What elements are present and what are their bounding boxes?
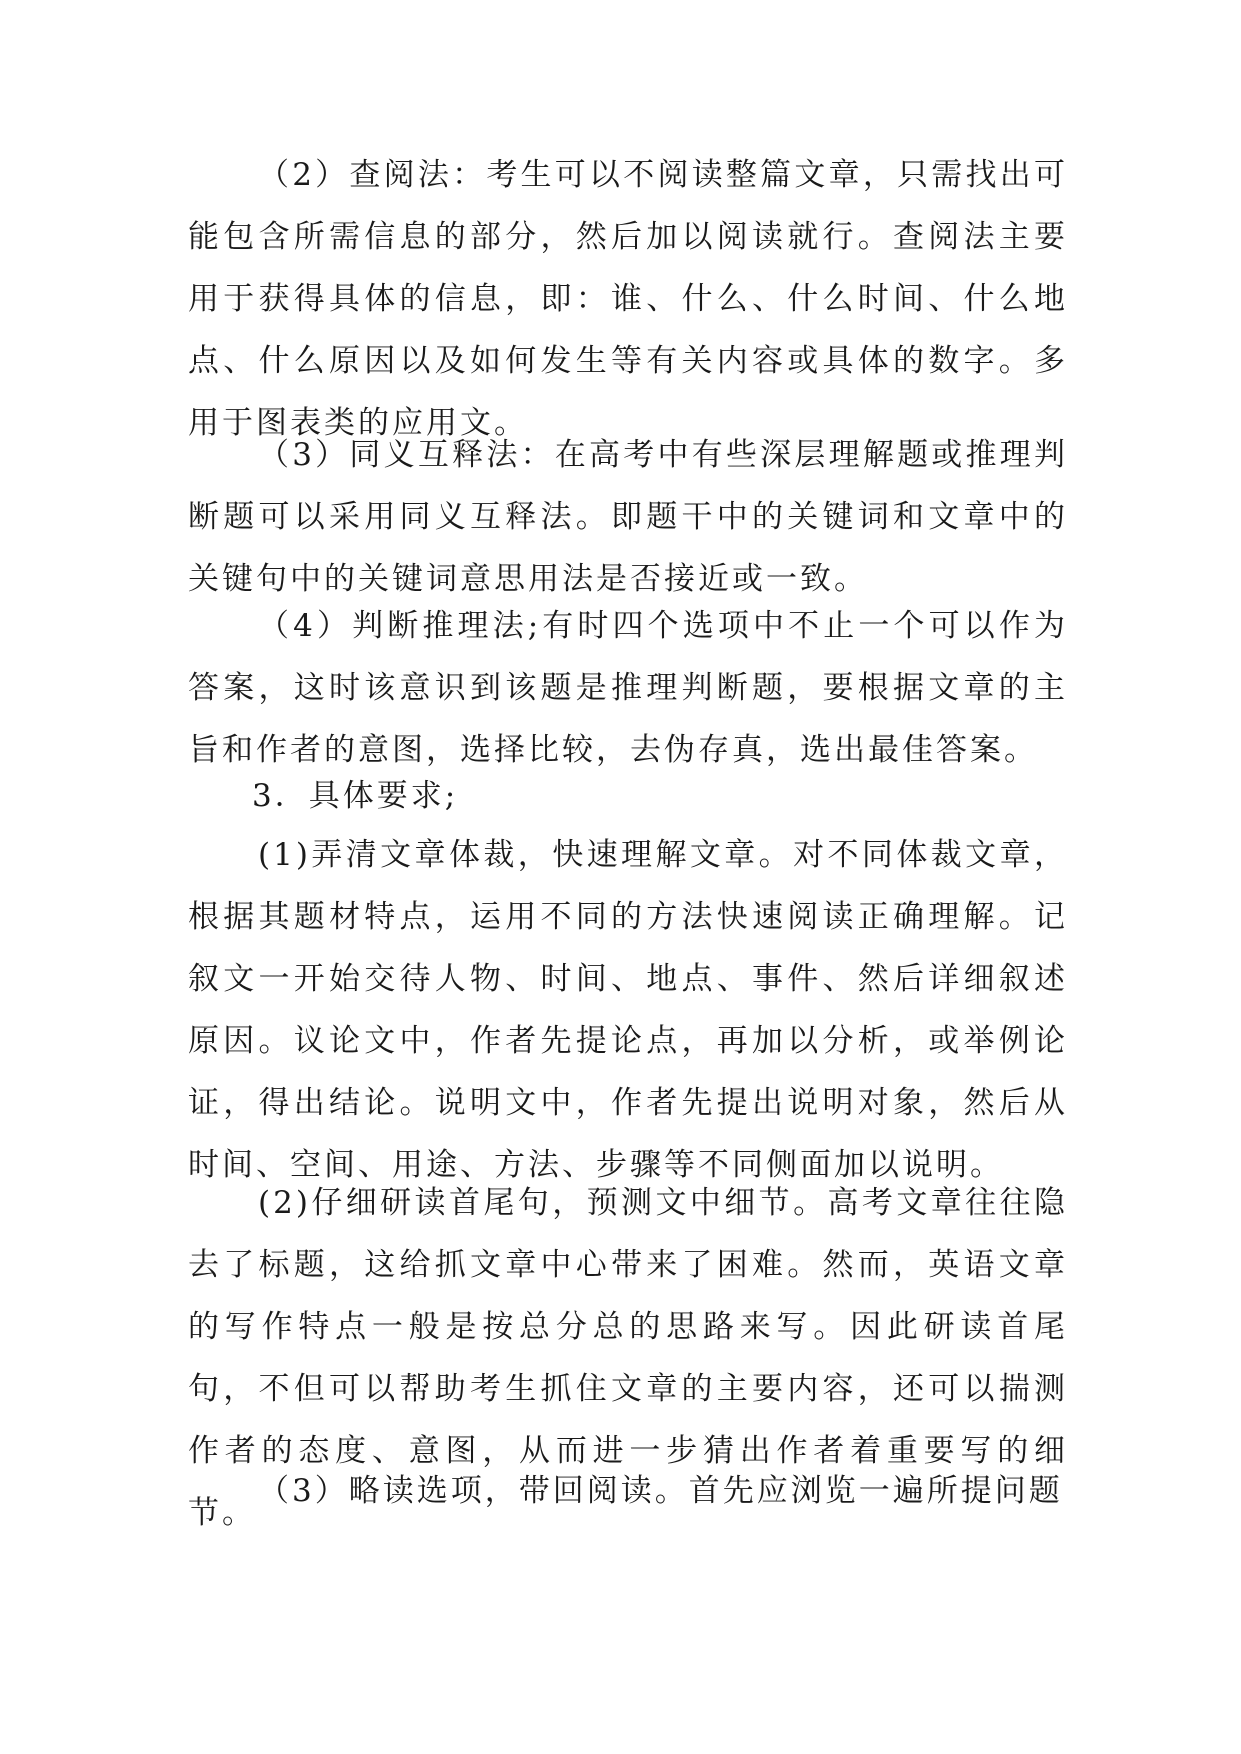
paragraph-requirement-2: (2)仔细研读首尾句，预测文中细节。高考文章往往隐去了标题，这给抓文章中心带来了困难。然而，英语文章的写作特点一般是按总分总的思路来写。因此研读首尾句，不但可以帮助考生抓住文章的主要内容，还可以揣测作者的态度、意图，从而进一步猜出作者着重要写的细节。 [188, 1185, 1068, 1531]
section-heading-requirements: 3．具体要求; [252, 778, 459, 814]
paragraph-synonym-method: （3）同义互释法：在高考中有些深层理解题或推理判断题可以采用同义互释法。即题干中的关键词和文章中的关键句中的关键词意思用法是否接近或一致。 [188, 437, 1068, 597]
paragraph-inference-method: （4）判断推理法;有时四个选项中不止一个可以作为答案，这时该意识到该题是推理判断题，要根据文章的主旨和作者的意图，选择比较，去伪存真，选出最佳答案。 [188, 608, 1068, 768]
paragraph-requirement-1: (1)弄清文章体裁，快速理解文章。对不同体裁文章，根据其题材特点，运用不同的方法快速阅读正确理解。记叙文一开始交待人物、时间、地点、事件、然后详细叙述原因。议论文中，作者先提论点，再加以分析，或举例论证，得出结论。说明文中，作者先提出说明对象，然后从时间、空间、用途、方法、步骤等不同侧面加以说明。 [188, 837, 1068, 1183]
paragraph-requirement-3: （3）略读选项，带回阅读。首先应浏览一遍所提问题 [258, 1473, 1063, 1509]
paragraph-lookup-method: （2）查阅法：考生可以不阅读整篇文章，只需找出可能包含所需信息的部分，然后加以阅读就行。查阅法主要用于获得具体的信息，即：谁、什么、什么时间、什么地点、什么原因以及如何发生等有关内容或具体的数字。多用于图表类的应用文。 [188, 157, 1068, 441]
